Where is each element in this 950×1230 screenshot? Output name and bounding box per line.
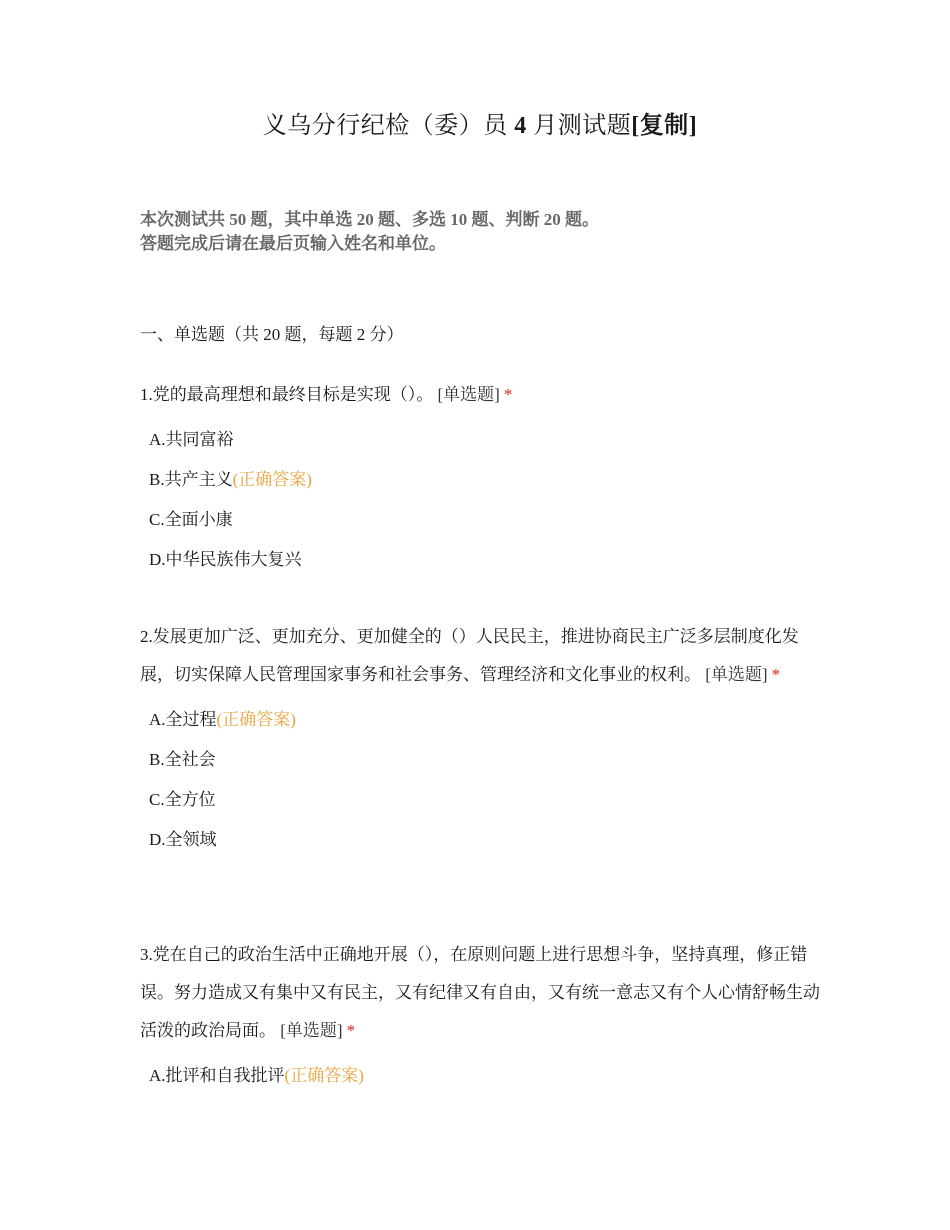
required-mark: * (346, 1021, 356, 1040)
option-a[interactable] (149, 1056, 820, 1096)
option-b[interactable] (149, 460, 820, 500)
option-label: C.全方位 (149, 790, 216, 809)
correct-answer-marker: (正确答案) (284, 1066, 364, 1085)
question-3 (140, 936, 820, 1096)
option-label: A.全过程 (149, 710, 217, 729)
question-3-options (140, 1056, 820, 1096)
required-mark: * (503, 385, 513, 404)
question-text: 1.党的最高理想和最终目标是实现（）。 (140, 385, 434, 404)
option-label: A.批评和自我批评 (149, 1066, 285, 1085)
intro-text (140, 208, 820, 256)
option-a[interactable] (149, 700, 820, 740)
option-d[interactable] (149, 540, 820, 580)
question-type-tag: [单选题] (437, 385, 500, 404)
correct-answer-marker: (正确答案) (232, 470, 312, 489)
option-label: A.共同富裕 (149, 430, 234, 449)
option-label: C.全面小康 (149, 510, 233, 529)
title-prefix: 义乌分行纪检（委）员 (262, 113, 508, 139)
option-label: D.中华民族伟大复兴 (149, 550, 302, 569)
question-text: 3.党在自己的政治生活中正确地开展（），在原则问题上进行思想斗争，坚持真理，修正错误。努力造成又有集中又有民主，又有纪律又有自由，又有统一意志又有个人心情舒畅生动活泼的政治局面。 (140, 945, 820, 1040)
intro-line-1: 本次测试共 50 题，其中单选 20 题、多选 10 题、判断 20 题。 (140, 210, 599, 229)
question-2-text (140, 618, 820, 694)
option-d[interactable] (149, 820, 820, 860)
section-heading: 一、单选题（共 20 题，每题 2 分） (140, 325, 404, 344)
title-suffix: [复制] (631, 113, 698, 139)
question-type-tag: [单选题] (705, 665, 768, 684)
title-month: 4 (514, 113, 527, 139)
question-2-options (140, 700, 820, 860)
option-b[interactable] (149, 740, 820, 780)
question-1-options (140, 420, 820, 580)
question-1-text (140, 376, 820, 414)
required-mark: * (771, 665, 781, 684)
title-middle: 月测试题 (533, 113, 632, 139)
question-2 (140, 618, 820, 860)
page-title (140, 108, 820, 144)
option-label: D.全领域 (149, 830, 217, 849)
option-c[interactable] (149, 780, 820, 820)
correct-answer-marker: (正确答案) (216, 710, 296, 729)
option-a[interactable] (149, 420, 820, 460)
option-label: B.共产主义 (149, 470, 233, 489)
question-text: 2.发展更加广泛、更加充分、更加健全的（）人民民主，推进协商民主广泛多层制度化发展，切实保障人民管理国家事务和社会事务、管理经济和文化事业的权利。 (140, 627, 799, 684)
option-c[interactable] (149, 500, 820, 540)
intro-line-2: 答题完成后请在最后页输入姓名和单位。 (140, 234, 446, 253)
question-3-text (140, 936, 820, 1050)
question-type-tag: [单选题] (280, 1021, 343, 1040)
question-1 (140, 376, 820, 580)
option-label: B.全社会 (149, 750, 216, 769)
